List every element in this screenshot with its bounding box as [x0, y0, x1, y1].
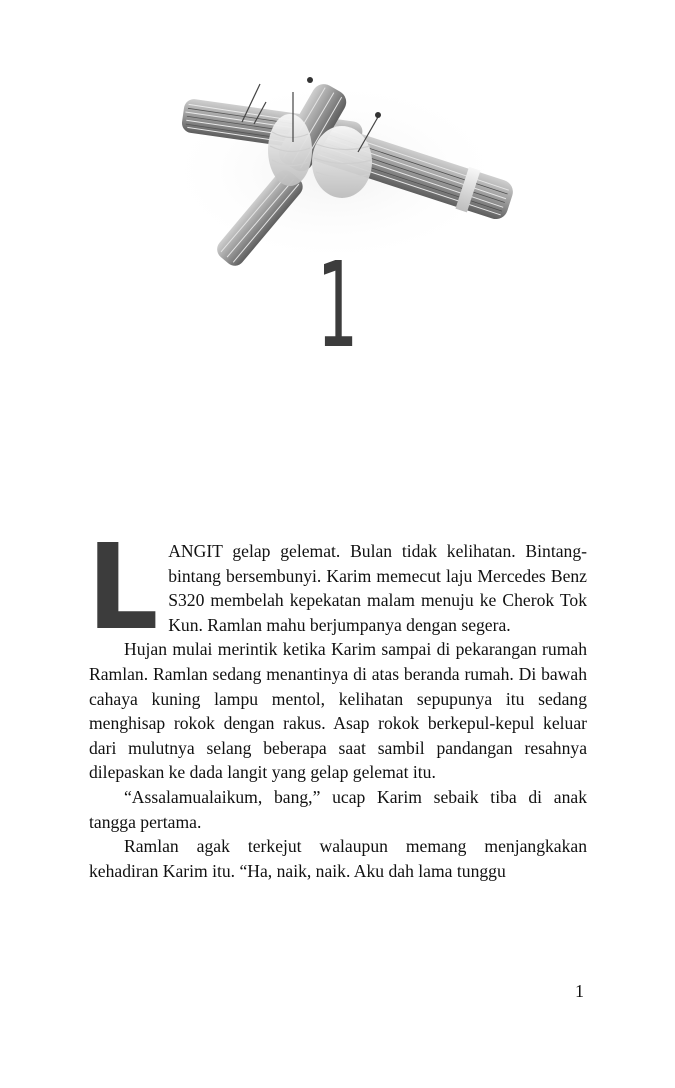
paragraph-2: Hujan mulai merintik ketika Karim sampai di pekarangan rumah Ramlan. Ramlan sedang menantinya di atas beranda rumah. Di bawah cahaya kuning lampu mentol, kelihatan sepupunya itu sedang menghisap rokok dengan rakus. Asap rokok berkepul-kepul keluar dari mulutnya selang beberapa saat sambil pandangan resahnya dilepaskan ke dada langit yang gelap gelemat itu.: [89, 639, 587, 783]
chapter-number-text: 1: [316, 236, 359, 374]
chapter-number: [0, 236, 675, 374]
page-number: 1: [575, 981, 584, 1001]
paragraph-3: “Assalamualaikum, bang,” ucap Karim sebaik tiba di anak tangga pertama.: [89, 786, 587, 832]
chapter-body-text: [87, 518, 587, 883]
paragraph-1-text: ANGIT gelap gelemat. Bulan tidak kelihatan. Bintang-bintang bersembunyi. Karim memecut laju Mercedes Benz S320 membelah kepekatan malam menuju ke Cherok Tok Kun. Ramlan mahu berjumpanya dengan segera.: [168, 541, 587, 635]
drop-cap: L: [87, 518, 159, 656]
paragraph-1: [87, 518, 587, 656]
paragraph-4: Ramlan agak terkejut walaupun memang menjangkakan kehadiran Karim itu. “Ha, naik, naik. Aku dah lama tunggu: [89, 836, 587, 881]
